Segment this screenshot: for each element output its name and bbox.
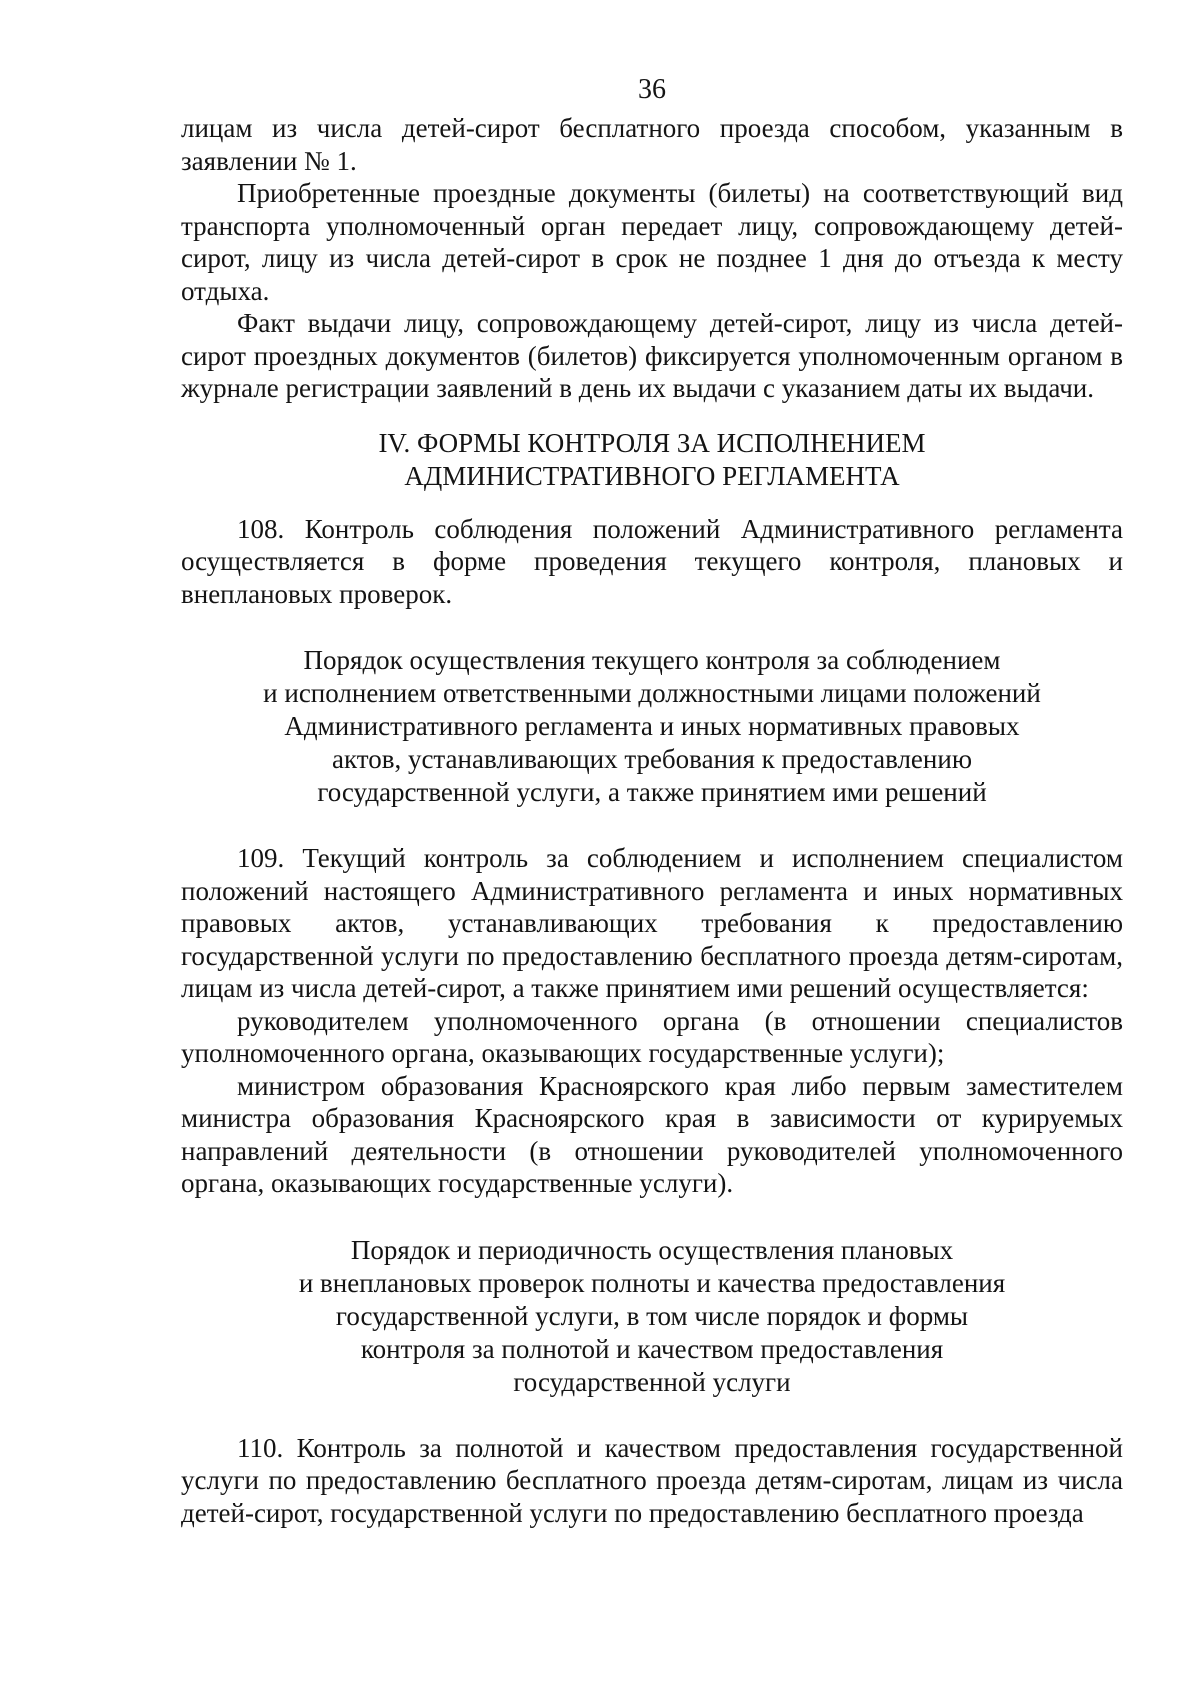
subsection-title-line: Порядок и периодичность осуществления плановых (350, 1234, 954, 1265)
subsection-checks-title (181, 1234, 1123, 1399)
paragraph-tickets-registration: Факт выдачи лицу, сопровождающему детей-сирот, лицу из числа детей-сирот проездных документов (билетов) фиксируется уполномоченным органом в журнале регистрации заявлений в день их выдачи с указанием даты их выдачи. (181, 308, 1123, 403)
paragraph-108: 108. Контроль соблюдения положений Административного регламента осуществляется в форме проведения текущего контроля, плановых и внеплановых проверок. (181, 513, 1123, 609)
subsection-title-line: и внеплановых проверок полноты и качества предоставления (298, 1267, 1006, 1298)
page-number: 36 (638, 74, 666, 105)
section-4-title (181, 427, 1123, 493)
subsection-title-line: контроля за полнотой и качеством предоставления (360, 1333, 944, 1364)
subsection-current-control-title (181, 644, 1123, 809)
paragraph-tickets-transfer: Приобретенные проездные документы (билеты) на соответствующий вид транспорта уполномоченный орган передает лицу, сопровождающему детей-сирот, лицу из числа детей-сирот в срок не позднее 1 дня до отъезда к месту отдыха. (181, 178, 1123, 306)
paragraph-continuation: лицам из числа детей-сирот бесплатного проезда способом, указанным в заявлении № 1. (181, 113, 1123, 176)
list-item-minister: министром образования Красноярского края либо первым заместителем министра образования Красноярского края в зависимости от курируемых направлений деятельности (в отношении руководителей уполномоченного органа, оказывающих государственные услуги). (181, 1070, 1123, 1198)
list-item-head-of-body: руководителем уполномоченного органа (в отношении специалистов уполномоченного органа, оказывающих государственные услуги); (181, 1005, 1123, 1068)
subsection-title-line: и исполнением ответственными должностными лицами положений (263, 678, 1041, 708)
subsection-title-line: Порядок осуществления текущего контроля за соблюдением (303, 645, 1001, 675)
paragraph-110: 110. Контроль за полнотой и качеством предоставления государственной услуги по предоставлению бесплатного проезда детям-сиротам, лицам из числа детей-сирот, государственной услуги по предоставлению бесплатного проезда (181, 1432, 1123, 1528)
paragraph-109: 109. Текущий контроль за соблюдением и исполнением специалистом положений настоящего Административного регламента и иных нормативных правовых актов, устанавливающих требования к предоставлению государственной услуги по предоставлению бесплатного проезда детям-сиротам, лицам из числа детей-сирот, а также принятием ими решений осуществляется: (181, 843, 1123, 1003)
subsection-title-line: государственной услуги, а также принятием ими решений (317, 777, 987, 807)
subsection-title-line: государственной услуги, в том числе порядок и формы (335, 1300, 969, 1331)
subsection-title-line: государственной услуги (513, 1366, 791, 1397)
document-page (181, 72, 1123, 1529)
section-4-title-line: АДМИНИСТРАТИВНОГО РЕГЛАМЕНТА (404, 460, 900, 491)
subsection-title-line: Административного регламента и иных нормативных правовых (284, 711, 1020, 741)
section-4-title-line: IV. ФОРМЫ КОНТРОЛЯ ЗА ИСПОЛНЕНИЕМ (378, 427, 926, 458)
subsection-title-line: актов, устанавливающих требования к предоставлению (332, 744, 972, 774)
